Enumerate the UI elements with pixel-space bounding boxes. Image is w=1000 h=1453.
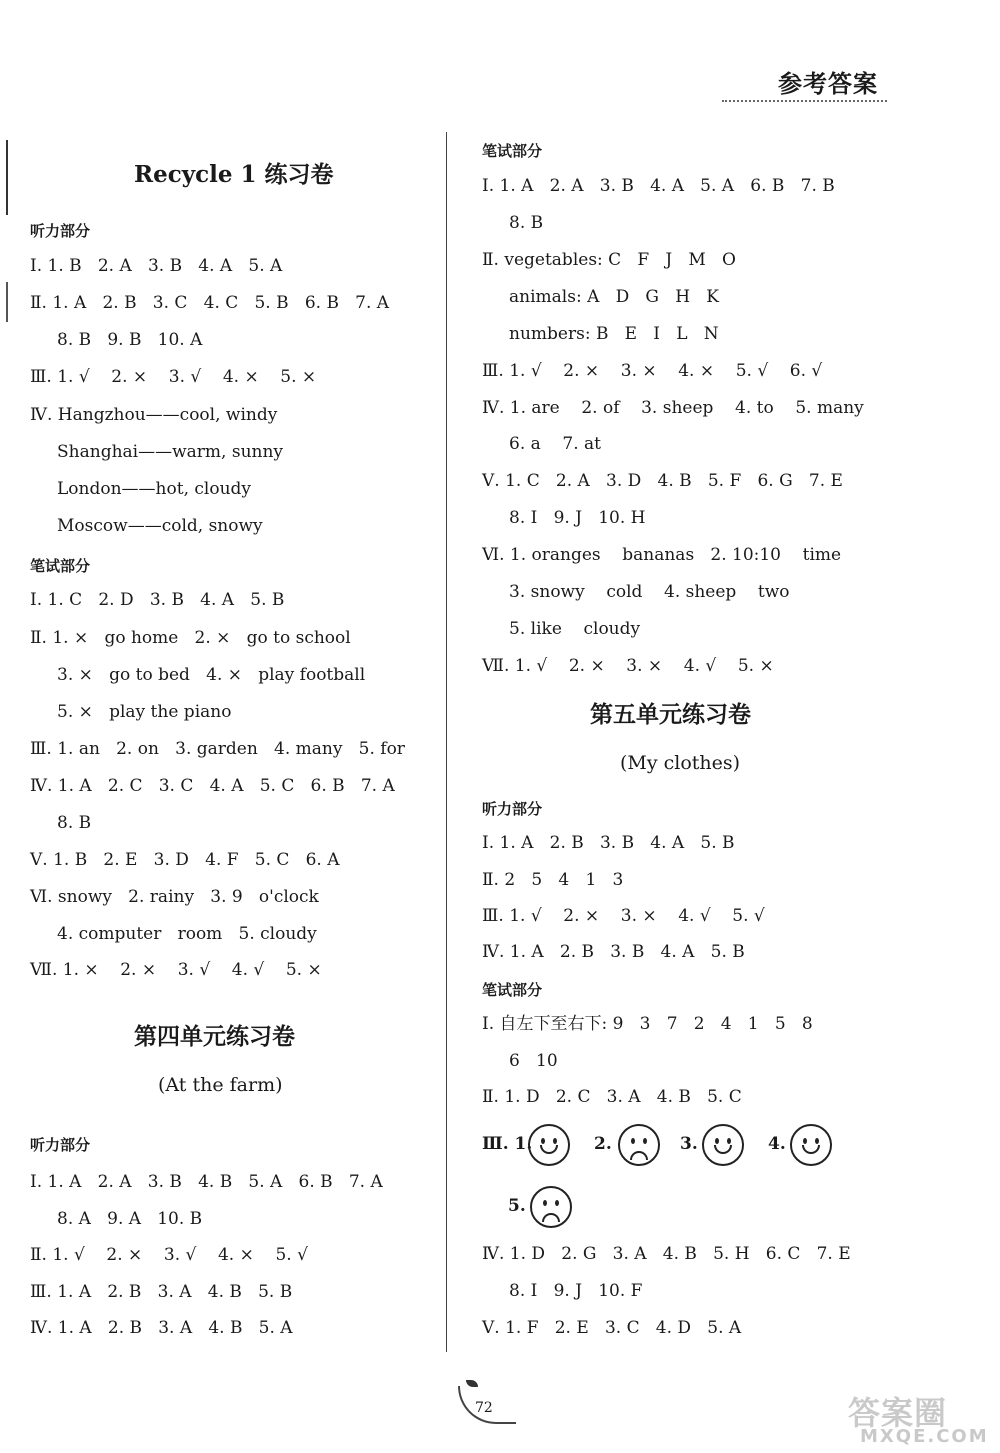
answer-line: Ⅳ. 1. A 2. C 3. C 4. A 5. C 6. B 7. A [30,776,395,796]
answer-line: Ⅴ. 1. B 2. E 3. D 4. F 5. C 6. A [30,850,340,870]
answer-line: Ⅲ. 1. an 2. on 3. garden 4. many 5. for [30,739,405,759]
watermark-url: MXQE.COM [860,1426,989,1447]
answer-line: Ⅳ. 1. A 2. B 3. A 4. B 5. A [30,1318,293,1338]
answer-line: Ⅳ. 1. are 2. of 3. sheep 4. to 5. many [482,398,864,418]
watermark-logo [848,1388,994,1448]
answer-line: 5. like cloudy [482,619,641,639]
answer-line: 8. B [482,213,544,233]
answer-line: Ⅰ. 自左下至右下: 9 3 7 2 4 1 5 8 [482,1014,813,1034]
answer-line: 3. snowy cold 4. sheep two [482,582,790,602]
page-title: 参考答案 [778,70,878,98]
answer-line: Ⅰ. 1. C 2. D 3. B 4. A 5. B [30,590,285,610]
answer-line: 6 10 [482,1051,558,1071]
answer-line: Ⅶ. 1. × 2. × 3. √ 4. √ 5. × [30,960,322,980]
happy-face-icon [528,1124,570,1166]
sad-face-icon [530,1186,572,1228]
part-label: 笔试部分 [30,557,91,575]
part-label: 听力部分 [30,1136,91,1154]
margin-mark [6,140,8,215]
face-label: 3. [680,1134,698,1154]
section-title: 第五单元练习卷 [590,701,751,728]
answer-line: Ⅵ. 1. oranges bananas 2. 10:10 time [482,545,842,565]
section-subtitle: (At the farm) [158,1074,283,1096]
answer-line: Ⅶ. 1. √ 2. × 3. × 4. √ 5. × [482,656,774,676]
part-label: 笔试部分 [482,142,543,160]
answer-line: 8. I 9. J 10. H [482,508,646,528]
answer-line: 6. a 7. at [482,434,601,454]
answer-line: Ⅵ. snowy 2. rainy 3. 9 o'clock [30,887,319,907]
answer-line: Shanghai——warm, sunny [30,442,284,462]
answer-line: Ⅲ. 1. A 2. B 3. A 4. B 5. B [30,1282,293,1302]
answer-line: Ⅰ. 1. A 2. A 3. B 4. B 5. A 6. B 7. A [30,1172,383,1192]
page-number: 72 [475,1400,493,1416]
answer-line: 8. B 9. B 10. A [30,330,203,350]
header-dotted-rule [722,100,887,102]
answer-line: Ⅲ. 1. √ 2. × 3. × 4. × 5. √ 6. √ [482,361,823,381]
answer-line: Ⅲ. 1. √ 2. × 3. √ 4. × 5. × [30,367,317,387]
answer-line: Ⅳ. 1. D 2. G 3. A 4. B 5. H 6. C 7. E [482,1244,851,1264]
answer-line: 5. × play the piano [30,702,232,722]
answer-line: Ⅱ. 2 5 4 1 3 [482,870,624,890]
part-label: 听力部分 [30,222,91,240]
answer-line: Ⅰ. 1. A 2. A 3. B 4. A 5. A 6. B 7. B [482,176,835,196]
part-label: 听力部分 [482,800,543,818]
answer-line: Ⅲ. 1. √ 2. × 3. × 4. √ 5. √ [482,906,765,926]
answer-line: Ⅱ. 1. √ 2. × 3. √ 4. × 5. √ [30,1245,308,1265]
answer-line: Ⅱ. vegetables: C F J M O [482,250,736,270]
sad-face-icon [618,1124,660,1166]
section-title: 第四单元练习卷 [134,1023,295,1050]
section-subtitle: (My clothes) [620,752,741,774]
answer-line: 8. B [30,813,92,833]
answer-line: 8. A 9. A 10. B [30,1209,203,1229]
happy-face-icon [702,1124,744,1166]
answer-line: Ⅰ. 1. A 2. B 3. B 4. A 5. B [482,833,735,853]
happy-face-icon [790,1124,832,1166]
answer-line: Ⅴ. 1. C 2. A 3. D 4. B 5. F 6. G 7. E [482,471,843,491]
answer-line: Ⅰ. 1. B 2. A 3. B 4. A 5. A [30,256,283,276]
section-title: Recycle 1 练习卷 [134,161,334,188]
answer-line: animals: A D G H K [482,287,719,307]
answer-line: Ⅳ. 1. A 2. B 3. B 4. A 5. B [482,942,745,962]
answer-line: Ⅱ. 1. A 2. B 3. C 4. C 5. B 6. B 7. A [30,293,390,313]
face-label: 4. [768,1134,786,1154]
answer-line: 8. I 9. J 10. F [482,1281,643,1301]
margin-mark [6,282,8,322]
answer-line: Moscow——cold, snowy [30,516,263,536]
answer-line: 4. computer room 5. cloudy [30,924,317,944]
answer-line: Ⅱ. 1. × go home 2. × go to school [30,628,351,648]
face-label: 5. [508,1196,526,1216]
watermark-text: 答案圈 [848,1394,948,1432]
part-label: 笔试部分 [482,981,543,999]
answer-line: numbers: B E I L N [482,324,719,344]
answer-line: 3. × go to bed 4. × play football [30,665,366,685]
answer-line: Ⅴ. 1. F 2. E 3. C 4. D 5. A [482,1318,742,1338]
answer-line: Ⅱ. 1. D 2. C 3. A 4. B 5. C [482,1087,742,1107]
face-label: 2. [594,1134,612,1154]
answer-line: London——hot, cloudy [30,479,252,499]
column-divider [446,132,447,1352]
answer-line: Ⅳ. Hangzhou——cool, windy [30,405,278,425]
faces-row-label: Ⅲ. 1. [482,1134,533,1154]
